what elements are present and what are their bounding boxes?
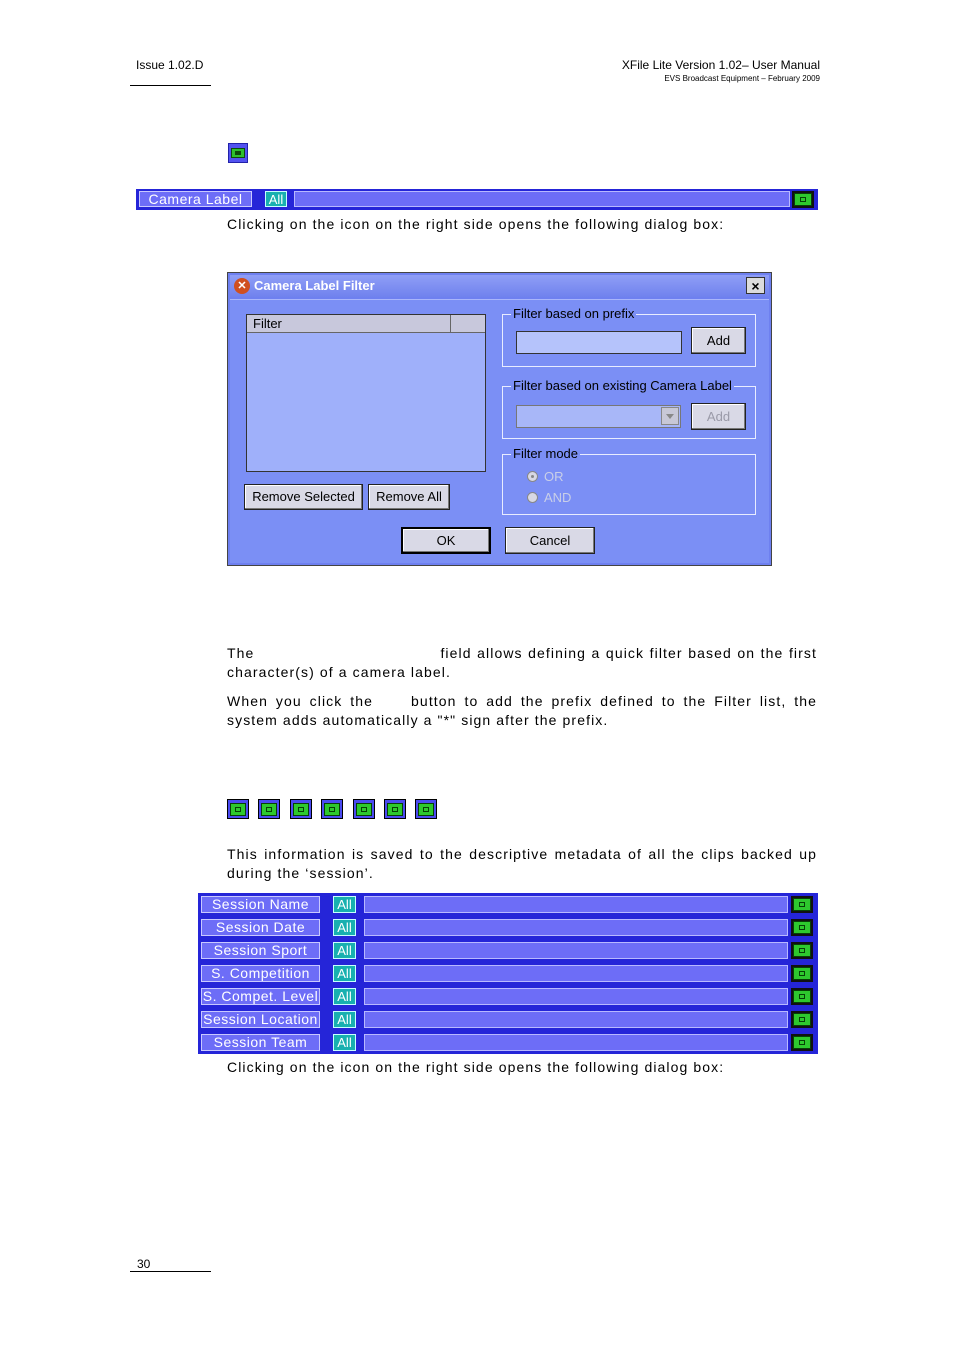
filter-list[interactable]: [246, 314, 486, 472]
session-competition-icon: [321, 799, 343, 819]
session-team-icon: [415, 799, 437, 819]
header-divider: [130, 85, 211, 86]
filter-mode-group: [502, 446, 756, 515]
chevron-down-icon[interactable]: [661, 407, 679, 425]
session-field-input[interactable]: [364, 896, 788, 913]
session-date-icon[interactable]: [791, 919, 813, 936]
session-sport-icon: [290, 799, 312, 819]
document-title: XFile Lite Version 1.02– User Manual: [621, 58, 820, 72]
session-all-button[interactable]: All: [333, 1034, 356, 1051]
mode-and-radio[interactable]: [527, 490, 571, 505]
footer-divider: [130, 1271, 211, 1272]
filter-list-header-spacer: [451, 315, 485, 333]
add-prefix-button[interactable]: Add: [691, 327, 746, 354]
add-existing-button[interactable]: Add: [691, 403, 746, 430]
prefix-filter-group-title: Filter based on prefix: [513, 306, 635, 321]
session-location-icon[interactable]: [791, 1011, 813, 1028]
session-all-button[interactable]: All: [333, 988, 356, 1005]
paragraph-prefix: [227, 644, 817, 682]
camera-label-input[interactable]: [294, 191, 790, 207]
session-name-icon[interactable]: [791, 896, 813, 913]
app-logo-icon: ✕: [234, 278, 250, 294]
close-icon[interactable]: ×: [746, 277, 765, 294]
session-field-label: S. Competition: [201, 965, 320, 982]
camera-label-bar: [136, 189, 818, 210]
session-field-label: Session Name: [201, 896, 320, 913]
document-header: [622, 58, 820, 83]
session-field-label: Session Location: [201, 1011, 320, 1028]
session-all-button[interactable]: All: [333, 965, 356, 982]
paragraph-add: [227, 692, 817, 730]
session-all-button[interactable]: All: [333, 1011, 356, 1028]
page-number: 30: [137, 1257, 151, 1271]
dialog-title: Camera Label Filter: [254, 278, 375, 293]
session-all-button[interactable]: All: [333, 942, 356, 959]
issue-label: Issue 1.02.D: [136, 58, 204, 72]
document-subtitle: EVS Broadcast Equipment – February 2009: [664, 74, 820, 83]
session-field-input[interactable]: [364, 919, 788, 936]
dialog-body: [230, 299, 769, 563]
prefix-input[interactable]: [516, 331, 682, 354]
prefix-filter-group: [502, 306, 756, 367]
paragraph-add-rest: button to add the prefix defined to the Filter list, the system adds automatically a "*" sign after the prefix.: [227, 693, 817, 728]
session-all-button[interactable]: All: [333, 919, 356, 936]
paragraph-prefix-start: The: [227, 645, 255, 661]
camera-label-field-label: Camera Label: [139, 191, 252, 207]
filter-mode-group-title: Filter mode: [513, 446, 579, 461]
session-team-icon[interactable]: [791, 1034, 813, 1051]
session-competition-icon[interactable]: [791, 965, 813, 982]
remove-all-button[interactable]: Remove All: [368, 484, 450, 510]
dialog-titlebar: [230, 275, 769, 297]
session-field-input[interactable]: [364, 1011, 788, 1028]
existing-label-select[interactable]: [516, 405, 681, 428]
existing-label-filter-group: [502, 378, 756, 439]
mode-or-radio[interactable]: [527, 469, 564, 484]
mode-and-label: AND: [544, 490, 572, 505]
filter-list-header[interactable]: Filter: [247, 315, 451, 333]
paragraph-session: This information is saved to the descriptive metadata of all the clips backed up during the ‘session’.: [227, 846, 817, 881]
session-field-input[interactable]: [364, 1034, 788, 1051]
cancel-button[interactable]: Cancel: [505, 527, 595, 554]
paragraph-add-start: When you click the: [227, 693, 374, 709]
camera-filter-icon[interactable]: [792, 191, 814, 208]
paragraph-click-camera: Clicking on the icon on the right side opens the following dialog box:: [227, 216, 725, 232]
ok-button[interactable]: OK: [401, 527, 491, 554]
session-field-label: Session Team: [201, 1034, 320, 1051]
paragraph-click-session: Clicking on the icon on the right side opens the following dialog box:: [227, 1059, 725, 1075]
camera-filter-icon: [228, 143, 248, 163]
session-field-label: Session Date: [201, 919, 320, 936]
session-compet-level-icon: [353, 799, 375, 819]
mode-or-label: OR: [544, 469, 564, 484]
session-location-icon: [384, 799, 406, 819]
session-sport-icon[interactable]: [791, 942, 813, 959]
session-fields-panel: [198, 893, 818, 1054]
session-name-icon: [227, 799, 249, 819]
session-all-button[interactable]: All: [333, 896, 356, 913]
remove-selected-button[interactable]: Remove Selected: [244, 484, 363, 510]
session-date-icon: [258, 799, 280, 819]
paragraph-prefix-rest: field allows defining a quick filter based on the first character(s) of a camera label.: [227, 645, 817, 680]
camera-label-filter-dialog: [227, 272, 772, 566]
session-field-input[interactable]: [364, 965, 788, 982]
session-compet-level-icon[interactable]: [791, 988, 813, 1005]
camera-label-all-button[interactable]: All: [265, 191, 287, 207]
session-field-label: Session Sport: [201, 942, 320, 959]
session-field-input[interactable]: [364, 988, 788, 1005]
existing-label-group-title: Filter based on existing Camera Label: [513, 378, 732, 393]
session-field-label: S. Compet. Level: [202, 988, 319, 1004]
session-field-input[interactable]: [364, 942, 788, 959]
